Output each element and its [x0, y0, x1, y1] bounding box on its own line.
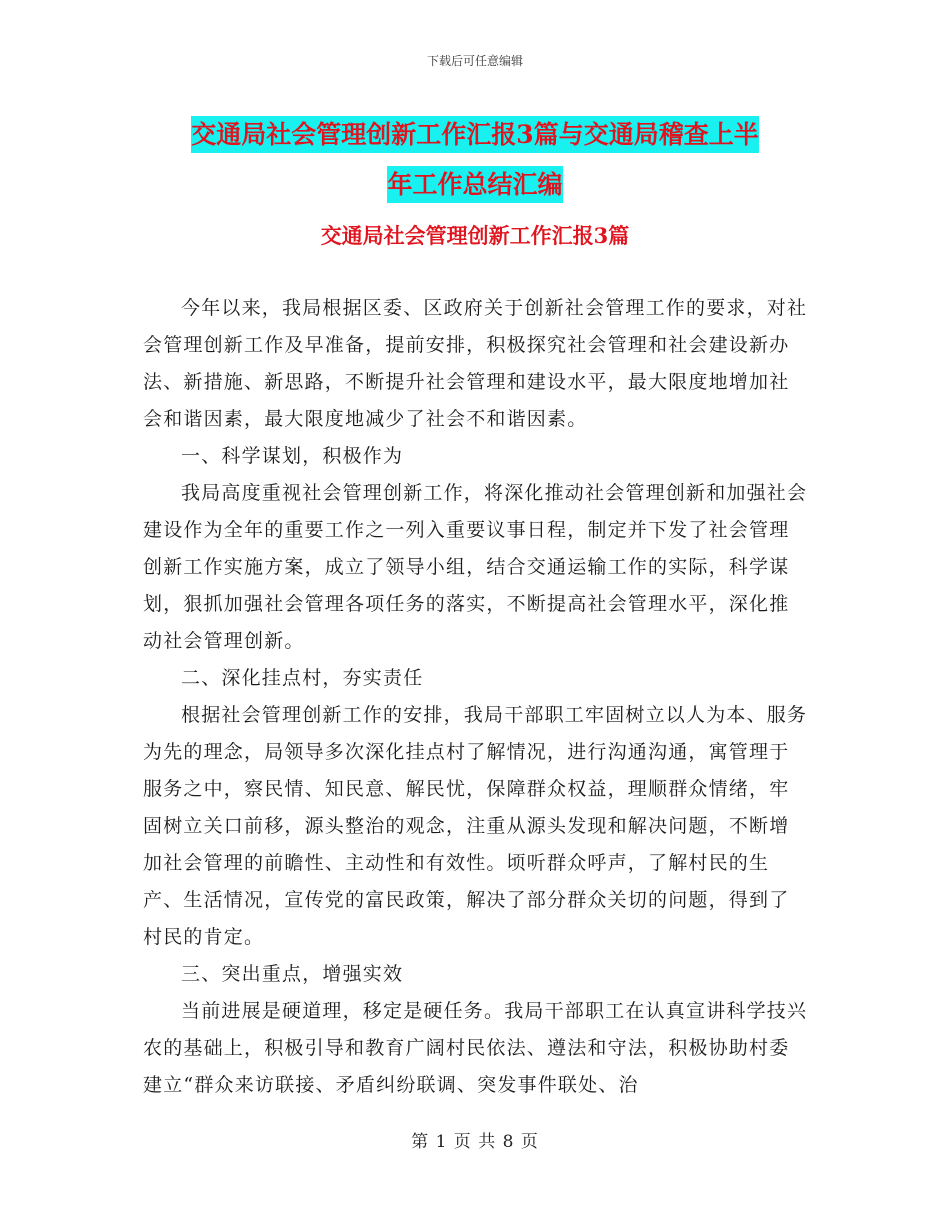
header-note: 下载后可任意编辑: [426, 54, 523, 68]
paragraph-two: 根据社会管理创新工作的安排，我局干部职工牢固树立以人为本、服务为先的理念，局领导多次深化挂点村了解情况，进行沟通沟通，寓管理于服务之中，察民情、知民意、解民忧，保障群众权益，理顺群众情绪，牢固树立关口前移，源头整治的观念，注重从源头发现和解决问题，不断增加社会管理的前瞻性、主动性和有效性。顷听群众呼声，了解村民的生产、生活情况，宣传党的富民政策，解决了部分群众关切的问题，得到了村民的肯定。: [143, 704, 808, 948]
heading-two: 二、深化挂点村，夯实责任: [181, 667, 424, 689]
title-line-1: 交通局社会管理创新工作汇报3篇与交通局稽查上半: [191, 116, 758, 153]
section-title: 交通局社会管理创新工作汇报3篇: [320, 223, 630, 248]
body-text: [143, 290, 808, 1104]
intro-paragraph: 今年以来，我局根据区委、区政府关于创新社会管理工作的要求，对社会管理创新工作及早准备，提前安排，积极探究社会管理和社会建设新办法、新措施、新思路，不断提升社会管理和建设水平，最大限度地增加社会和谐因素，最大限度地减少了社会不和谐因素。: [143, 297, 808, 430]
page-footer: 第 1 页 共 8 页: [411, 1132, 539, 1152]
heading-one: 一、科学谋划，积极作为: [181, 445, 404, 467]
title-line-2: 年工作总结汇编: [387, 166, 562, 203]
paragraph-three: 当前进展是硬道理，移定是硬任务。我局干部职工在认真宣讲科学技兴农的基础上，积极引导和教育广阔村民依法、遵法和守法，积极协助村委建立“群众来访联接、矛盾纠纷联调、突发事件联处、治: [143, 1000, 808, 1096]
heading-three: 三、突出重点，增强实效: [181, 963, 404, 985]
paragraph-one: 我局高度重视社会管理创新工作，将深化推动社会管理创新和加强社会建设作为全年的重要工作之一列入重要议事日程，制定并下发了社会管理创新工作实施方案，成立了领导小组，结合交通运输工作的实际，科学谋划，狠抓加强社会管理各项任务的落实，不断提高社会管理水平，深化推动社会管理创新。: [143, 482, 808, 652]
document-title: [0, 110, 950, 210]
